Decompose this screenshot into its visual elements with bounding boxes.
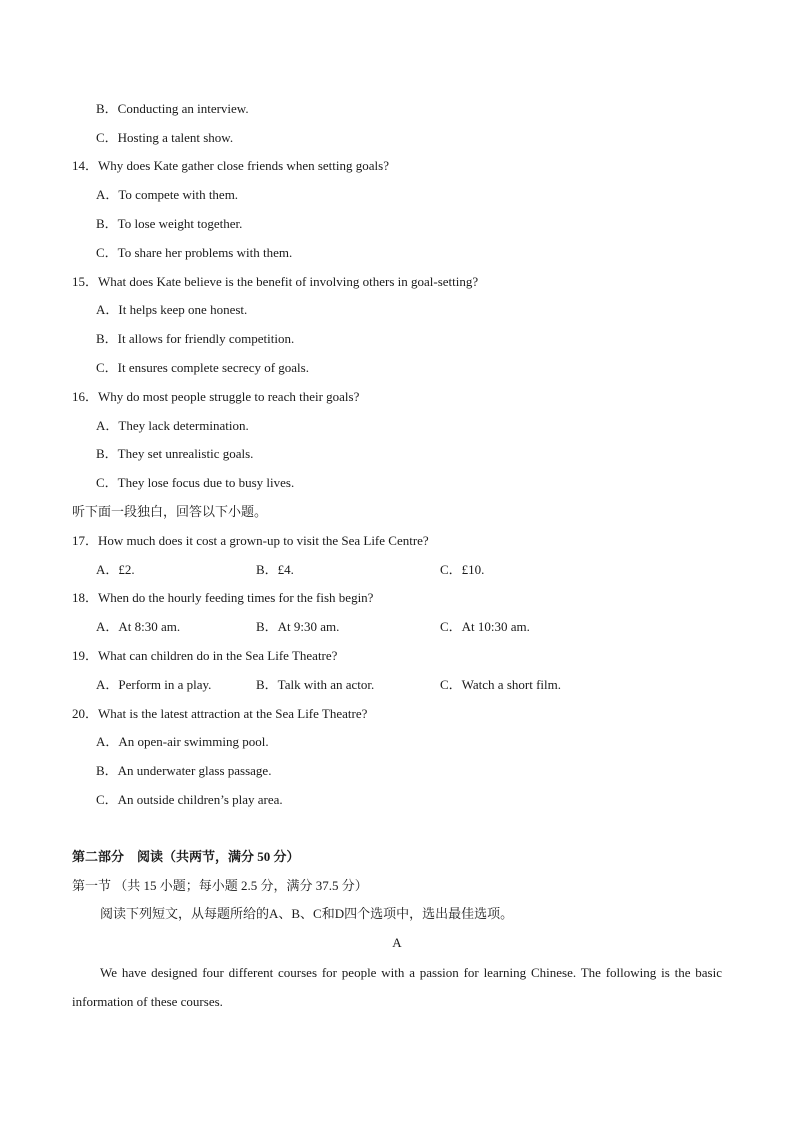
q15-option-b: B．It allows for friendly competition. <box>96 331 295 346</box>
monologue-instruction: 听下面一段独白，回答以下小题。 <box>72 504 268 519</box>
passage-paragraph: We have designed four different courses for people with a passion for learning Chinese. The following is the basic information of these courses. <box>72 965 722 1009</box>
q18-option-b: B．At 9:30 am. <box>256 619 340 634</box>
q17-option-c: C．£10. <box>440 562 485 577</box>
q16-question: 16．Why do most people struggle to reach their goals? <box>72 389 360 404</box>
passage-letter: A <box>392 935 402 950</box>
q16-option-a: A．They lack determination. <box>96 418 249 433</box>
q15-option-c: C．It ensures complete secrecy of goals. <box>96 360 309 375</box>
q15-option-a: A．It helps keep one honest. <box>96 302 248 317</box>
q14-question: 14．Why does Kate gather close friends when setting goals? <box>72 158 389 173</box>
q17-question: 17．How much does it cost a grown-up to visit the Sea Life Centre? <box>72 533 429 548</box>
q18-option-a: A．At 8:30 am. <box>96 619 181 634</box>
q17-option-a: A．£2. <box>96 562 135 577</box>
q15-question: 15．What does Kate believe is the benefit of involving others in goal-setting? <box>72 274 479 289</box>
q18-question: 18．When do the hourly feeding times for the fish begin? <box>72 590 374 605</box>
q20-question: 20．What is the latest attraction at the Sea Life Theatre? <box>72 706 368 721</box>
q14-option-b: B．To lose weight together. <box>96 216 243 231</box>
q13-option-c: C．Hosting a talent show. <box>96 130 234 145</box>
section1-heading: 第一节 （共 15 小题；每小题 2.5 分，满分 37.5 分） <box>72 878 368 893</box>
part2-heading: 第二部分 阅读（共两节，满分 50 分） <box>72 849 300 864</box>
q17-option-b: B．£4. <box>256 562 294 577</box>
q13-option-b: B．Conducting an interview. <box>96 101 249 116</box>
q19-option-b: B．Talk with an actor. <box>256 677 375 692</box>
q14-option-a: A．To compete with them. <box>96 187 239 202</box>
reading-instruction: 阅读下列短文，从每题所给的A、B、C和D四个选项中，选出最佳选项。 <box>100 906 514 921</box>
q20-option-c: C．An outside children’s play area. <box>96 792 283 807</box>
q20-option-b: B．An underwater glass passage. <box>96 763 272 778</box>
q16-option-c: C．They lose focus due to busy lives. <box>96 475 295 490</box>
q18-option-c: C．At 10:30 am. <box>440 619 530 634</box>
q16-option-b: B．They set unrealistic goals. <box>96 446 254 461</box>
q14-option-c: C．To share her problems with them. <box>96 245 293 260</box>
q19-option-c: C．Watch a short film. <box>440 677 561 692</box>
q20-option-a: A．An open-air swimming pool. <box>96 734 269 749</box>
q19-option-a: A．Perform in a play. <box>96 677 212 692</box>
q19-question: 19．What can children do in the Sea Life Theatre? <box>72 648 338 663</box>
